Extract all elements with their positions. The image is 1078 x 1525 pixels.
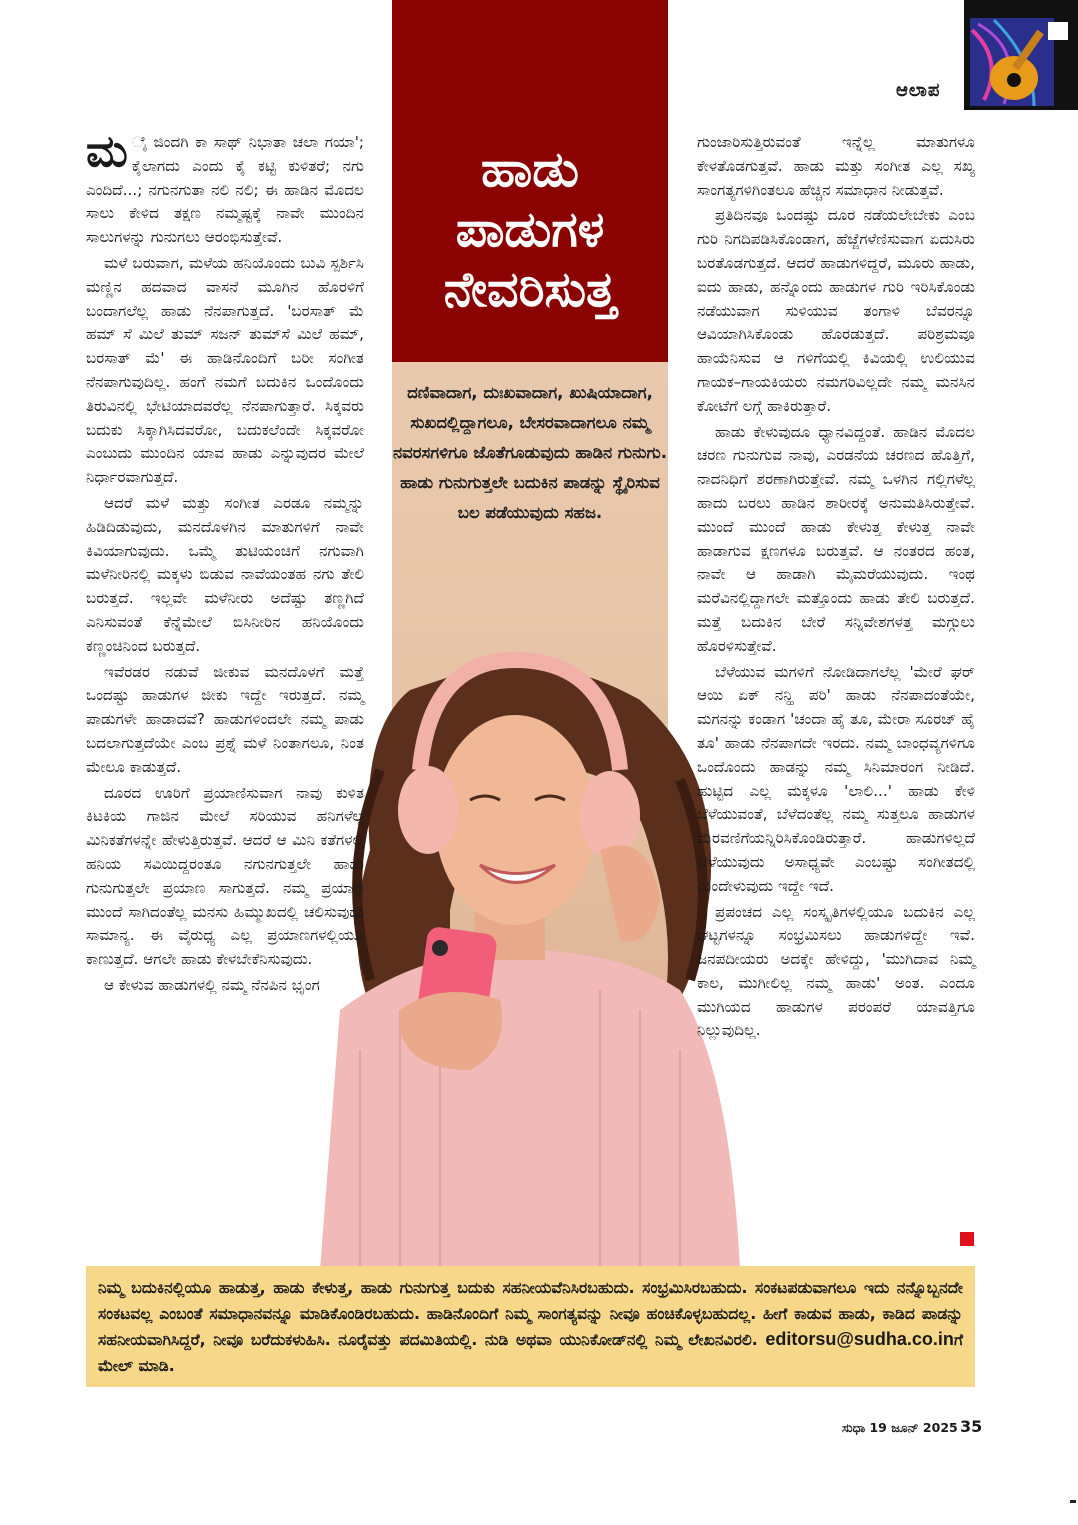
folio: ಸುಧಾ 19 ಜೂನ್ 2025 bbox=[842, 1420, 958, 1435]
email-link[interactable]: editorsu@sudha.co.in bbox=[765, 1329, 954, 1349]
title-line: ಹಾಡು bbox=[480, 141, 580, 198]
crop-mark bbox=[1070, 1500, 1076, 1503]
right-column bbox=[697, 131, 975, 1045]
paragraph: ಪ್ರತಿದಿನವೂ ಒಂದಷ್ಟು ದೂರ ನಡೆಯಲೇಬೇಕು ಎಂಬ ಗುರಿ ನಿಗದಿಪಡಿಸಿಕೊಂಡಾಗ, ಹೆಜ್ಜೆಗಳೆಣಿಸುವಾಗ ಏದುಸಿರು ಬರತೊಡಗುತ್ತದೆ. ಆದರೆ ಹಾಡುಗಳಿದ್ದರೆ, ಮೂರು ಹಾಡು, ಐದು ಹಾಡು, ಹನ್ನೊಂದು ಹಾಡುಗಳ ಗುರಿ ಇರಿಸಿಕೊಂಡು ನಡೆಯುವಾಗ ಸುಳಿಯುವ ತಂಗಾಳಿ ಬೆವರನ್ನೂ ಆವಿಯಾಗಿಸಿಕೊಂಡು ಹೊರಡುತ್ತದೆ. ಪರಿಶ್ರಮವೂ ಹಾಯೆನಿಸುವ ಆ ಗಳಿಗೆಯಲ್ಲಿ ಕಿವಿಯಲ್ಲಿ ಉಲಿಯುವ ಗಾಯಕ–ಗಾಯಕಿಯರು ನಮಗರಿವಿಲ್ಲದೇ ನಮ್ಮ ಮನಸಿನ ಕೋಟೆಗೆ ಲಗ್ಗೆ ಹಾಕಿರುತ್ತಾರೆ. bbox=[697, 206, 975, 415]
article-title bbox=[392, 140, 668, 320]
section-label: ಆಲಾಪ bbox=[896, 80, 941, 101]
section-logo bbox=[964, 0, 1078, 110]
paragraph: ಗುಂಜಾರಿಸುತ್ತಿರುವಂತೆ ಇನ್ನೆಲ್ಲ ಮಾತುಗಳೂ ಕೇಳತೊಡಗುತ್ತವೆ. ಹಾಡು ಮತ್ತು ಸಂಗೀತ ಎಲ್ಲ ಸಖ್ಯ ಸಾಂಗತ್ಯಗಳಿಗಿಂತಲೂ ಹೆಚ್ಚಿನ ಸಮಾಧಾನ ನೀಡುತ್ತವೆ. bbox=[697, 133, 975, 199]
dropcap: ಮ bbox=[86, 126, 128, 177]
paragraph bbox=[86, 126, 364, 250]
contribution-body: ನಿಮ್ಮ ಬದುಕಿನಲ್ಲಿಯೂ ಹಾಡುತ್ತ, ಹಾಡು ಕೇಳುತ್ತ, ಹಾಡು ಗುನುಗುತ್ತ ಬದುಕು ಸಹನೀಯವೆನಿಸಿರಬಹುದು. ಸಂಭ್ರಮಿಸಿರಬಹುದು. ಸಂಕಟಪಡುವಾಗಲೂ ಇದು ನನ್ನೊಬ್ಬನದೇ ಸಂಕಟವಲ್ಲ ಎಂಬಂತೆ ಸಮಾಧಾನವನ್ನೂ ಮಾಡಿಕೊಂಡಿರಬಹುದು. ಹಾಡಿನೊಂದಿಗೆ ನಿಮ್ಮ ಸಾಂಗತ್ಯವನ್ನು ನೀವೂ ಹಂಚಿಕೊಳ್ಳಬಹುದಲ್ಲ. ಹೀಗೆ ಕಾಡುವ ಹಾಡು, ಕಾಡಿದ ಪಾಡನ್ನು ಸಹನೀಯವಾಗಿಸಿದ್ದರೆ, ನೀವೂ ಬರೆದುಕಳುಹಿಸಿ. ನೂರೈವತ್ತು ಪದಮಿತಿಯಲ್ಲಿ. ನುಡಿ ಅಥವಾ ಯುನಿಕೋಡ್‌ನಲ್ಲಿ ನಿಮ್ಮ ಲೇಖನವಿರಲಿ. bbox=[98, 1279, 963, 1349]
paragraph: ಬೆಳೆಯುವ ಮಗಳಿಗೆ ನೋಡಿದಾಗಲೆಲ್ಲ 'ಮೇರೆ ಘರ್ ಆಯಿ ಏಕ್ ನನ್ಹಿ ಪರಿ' ಹಾಡು ನೆನಪಾದಂತೆಯೇ, ಮಗನನ್ನು ಕಂಡಾಗ 'ಚಂದಾ ಹೈ ತೂ, ಮೇರಾ ಸೂರಜ್ ಹೈ ತೂ' ಹಾಡು ನೆನಪಾಗದೇ ಇರದು. ನಮ್ಮ ಬಾಂಧವ್ಯಗಳಿಗೂ ಒಂದೊಂದು ಹಾಡನ್ನು ನಮ್ಮ ಸಿನಿಮಾರಂಗ ನೀಡಿದೆ. ಹುಟ್ಟಿದ ಎಲ್ಲ ಮಕ್ಕಳೂ 'ಲಾಲಿ...' ಹಾಡು ಕೇಳಿ ಬೆಳೆಯುವಂತೆ, ಬೆಳೆದಂತೆಲ್ಲ ನಮ್ಮ ಸುತ್ತಲೂ ಹಾಡುಗಳ ಮೆರವಣಿಗೆಯನ್ನಿರಿಸಿಕೊಂಡಿರುತ್ತಾರೆ. ಹಾಡುಗಳಿಲ್ಲದೆ ಬೆಳೆಯುವುದು ಅಸಾಧ್ಯವೇ ಎಂಬಷ್ಟು ಸಂಗೀತದಲ್ಲಿ ಮಿಂದೇಳುವುದು ಇದ್ದೇ ಇದೆ. bbox=[697, 662, 975, 895]
title-line: ನೇವರಿಸುತ್ತ bbox=[443, 261, 617, 318]
paragraph-text: ೈ ಜಿಂದಗಿ ಕಾ ಸಾಥ್ ನಿಭಾತಾ ಚಲಾ ಗಯಾ'; ಕೈಲಾಗದು ಎಂದು ಕೈ ಕಟ್ಟಿ ಕುಳಿತರೆ; ನಗು ಎಂದಿದೆ...; ನಗುನಗುತಾ ನಲಿ ನಲಿ; ಈ ಹಾಡಿನ ಮೊದಲ ಸಾಲು ಕೇಳಿದ ತಕ್ಷಣ ನಮ್ಮಷ್ಟಕ್ಕೆ ನಾವೇ ಮುಂದಿನ ಸಾಲುಗಳನ್ನು ಗುನುಗಲು ಆರಂಭಿಸುತ್ತೇವೆ. bbox=[86, 133, 364, 247]
standfirst: ದಣಿವಾದಾಗ, ದುಃಖವಾದಾಗ, ಖುಷಿಯಾದಾಗ, ಸುಖದಲ್ಲಿದ್ದಾಗಲೂ, ಬೇಸರವಾದಾಗಲೂ ನಮ್ಮ ನವರಸಗಳಿಗೂ ಜೊತೆಗೂಡುವುದು ಹಾಡಿನ ಗುನುಗು. ಹಾಡು ಗುನುಗುತ್ತಲೇ ಬದುಕಿನ ಪಾಡನ್ನು ಸ್ಥೈರಿಸುವ ಬಲ ಪಡೆಯುವುದು ಸಹಜ. bbox=[393, 383, 667, 522]
left-column bbox=[86, 126, 364, 1000]
title-block bbox=[392, 0, 668, 362]
email-suffix: ಗೆ ಮೇಲ್ ಮಾಡಿ. bbox=[98, 1331, 963, 1375]
woman-with-headphones-photo bbox=[300, 650, 740, 1270]
paragraph: ಇವೆರಡರ ನಡುವೆ ಜೀಕುವ ಮನದೊಳಗೆ ಮತ್ತೆ ಒಂದಷ್ಟು ಹಾಡುಗಳ ಜೀಕು ಇದ್ದೇ ಇರುತ್ತದೆ. ನಮ್ಮ ಪಾಡುಗಳೇ ಹಾಡಾದವೆ? ಹಾಡುಗಳಿಂದಲೇ ನಮ್ಮ ಪಾಡು ಬದಲಾಗುತ್ತದೆಯೇ ಎಂಬ ಪ್ರಶ್ನೆ ಮಳೆ ನಿಂತಾಗಲೂ, ನಿಂತ ಮೇಲೂ ಕಾಡುತ್ತದೆ. bbox=[86, 662, 364, 776]
contribution-box bbox=[86, 1266, 975, 1387]
paragraph: ದೂರದ ಊರಿಗೆ ಪ್ರಯಾಣಿಸುವಾಗ ನಾವು ಕುಳಿತ ಕಿಟಕಿಯ ಗಾಜಿನ ಮೇಲೆ ಸರಿಯುವ ಹನಿಗಳೆಲ್ಲ ಮಿನಿಕತೆಗಳನ್ನೇ ಹೇಳುತ್ತಿರುತ್ತವೆ. ಆದರೆ ಆ ಮಿನಿ ಕತೆಗಳಲ್ಲಿ ಹನಿಯ ಸವಿಯಿದ್ದರಂತೂ ನಗುನಗುತ್ತಲೇ ಹಾಡು ಗುನುಗುತ್ತಲೇ ಪ್ರಯಾಣ ಸಾಗುತ್ತದೆ. ನಮ್ಮ ಪ್ರಯಾಣ ಮುಂದೆ ಸಾಗಿದಂತೆಲ್ಲ ಮನಸು ಹಿಮ್ಮುಖದಲ್ಲಿ ಚಲಿಸುವುದು ಸಾಮಾನ್ಯ. ಈ ವೈರುಧ್ಯ ಎಲ್ಲ ಪ್ರಯಾಣಗಳಲ್ಲಿಯೂ ಕಾಣುತ್ತದೆ. ಆಗಲೇ ಹಾಡು ಕೇಳಬೇಕೆನಿಸುವುದು. bbox=[86, 783, 364, 969]
contribution-text bbox=[98, 1276, 963, 1379]
paragraph: ಆ ಕೇಳುವ ಹಾಡುಗಳಲ್ಲಿ ನಮ್ಮ ನೆನಪಿನ ಭೃಂಗ bbox=[104, 975, 320, 994]
title-line: ಪಾಡುಗಳ bbox=[455, 201, 605, 258]
paragraph: ಆದರೆ ಮಳೆ ಮತ್ತು ಸಂಗೀತ ಎರಡೂ ನಮ್ಮನ್ನು ಹಿಡಿದಿಡುವುದು, ಮನದೊಳಗಿನ ಮಾತುಗಳಿಗೆ ನಾವೇ ಕಿವಿಯಾಗುವುದು. ಒಮ್ಮೆ ತುಟಿಯಂಚಿಗೆ ನಗುವಾಗಿ ಮಳೆನೀರಿನಲ್ಲಿ ಮಕ್ಕಳು ಬಿಡುವ ನಾವೆಯಂತಹ ನಗು ತೇಲಿ ಬರುತ್ತದೆ. ಇಲ್ಲವೇ ಮಳೆನೀರು ಅದೆಷ್ಟು ತಣ್ಣಗಿದೆ ಎನಿಸುವಂತೆ ಕೆನ್ನೆಮೇಲೆ ಬಿಸಿನೀರಿನ ಹನಿಯೊಂದು ಕಣ್ಣಂಚಿನಿಂದ ಬರುತ್ತದೆ. bbox=[86, 493, 364, 655]
paragraph: ಹಾಡು ಕೇಳುವುದೂ ಧ್ಯಾನವಿದ್ದಂತೆ. ಹಾಡಿನ ಮೊದಲ ಚರಣ ಗುನುಗುವ ನಾವು, ಎರಡನೆಯ ಚರಣದ ಹೊತ್ತಿಗೆ, ನಾದನಿಧಿಗೆ ಶರಣಾಗಿರುತ್ತೇವೆ. ನಮ್ಮ ಒಳಗಿನ ಗಲ್ಲಿಗಳೆಲ್ಲ ಹಾದು ಬರಲು ಹಾಡಿನ ಶಾರೀರಕ್ಕೆ ಅನುಮತಿಸಿರುತ್ತೇವೆ. ಮುಂದೆ ಮುಂದೆ ಹಾಡು ಕೇಳುತ್ತ ಕೇಳುತ್ತ ನಾವೇ ಹಾಡಾಗುವ ಕ್ಷಣಗಳೂ ಬರುತ್ತವೆ. ಆ ನಂತರದ ಹಂತ, ನಾವೇ ಆ ಹಾಡಾಗಿ ಮೈಮರೆಯುವುದು. ಇಂಥ ಮರೆವಿನಲ್ಲಿದ್ದಾಗಲೇ ಮತ್ತೊಂದು ಹಾಡು ತೇಲಿ ಬರುತ್ತದೆ. ಮತ್ತೆ ಬದುಕಿನ ಬೇರೆ ಸನ್ನಿವೇಶಗಳತ್ತ ಮಗ್ಗುಲು ಹೊರಳಿಸುತ್ತೇವೆ. bbox=[697, 422, 975, 655]
paragraph: ಮಳೆ ಬರುವಾಗ, ಮಳೆಯ ಹನಿಯೊಂದು ಬುವಿ ಸ್ಪರ್ಶಿಸಿ ಮಣ್ಣಿನ ಹದವಾದ ವಾಸನೆ ಮೂಗಿನ ಹೊರಳಿಗೆ ಬಂದಾಗಲೆಲ್ಲ ಹಾಡು ನೆನಪಾಗುತ್ತದೆ. 'ಬರಸಾತ್ ಮೆ ಹಮ್ ಸೆ ಮಿಲೆ ತುಮ್ ಸಜನ್ ತುಮ್‌ಸೆ ಮಿಲೆ ಹಮ್, ಬರಸಾತ್ ಮೆ' ಈ ಹಾಡಿನೊಂದಿಗೆ ಬರೀ ಸಂಗೀತ ನೆನಪಾಗುವುದಿಲ್ಲ. ಹಂಗೆ ನಮಗೆ ಬದುಕಿನ ಒಂದೊಂದು ತಿರುವಿನಲ್ಲಿ ಭೇಟಿಯಾದವರೆಲ್ಲ ನೆನಪಾಗುತ್ತಾರೆ. ಸಿಕ್ಕವರು ಬದುಕು ಸಿಕ್ಕಾಗಿಸಿದವರೋ, ಬದುಕಲೆಂದೇ ಸಿಕ್ಕವರೋ ಎಂಬುದು ಮುಂದಿನ ಯಾವ ಹಾಡು ಎನ್ನುವುದರ ಮೇಲೆ ನಿರ್ಧಾರವಾಗುತ್ತದೆ. bbox=[86, 253, 364, 487]
paragraph: ಪ್ರಪಂಚದ ಎಲ್ಲ ಸಂಸ್ಕೃತಿಗಳಲ್ಲಿಯೂ ಬದುಕಿನ ಎಲ್ಲ ಘಟ್ಟಗಳನ್ನೂ ಸಂಭ್ರಮಿಸಲು ಹಾಡುಗಳಿದ್ದೇ ಇವೆ. ಜನಪದೀಯರು ಅದಕ್ಕೇ ಹೇಳಿದ್ದು, 'ಮುಗಿದಾವ ನಿಮ್ಮ ಕಾಲ, ಮುಗೀಲಿಲ್ಲ ನಮ್ಮ ಹಾಡು' ಅಂತ. ಎಂದೂ ಮುಗಿಯದ ಹಾಡುಗಳ ಪರಂಪರೆ ಯಾವತ್ತಿಗೂ ನಿಲ್ಲುವುದಿಲ್ಲ. bbox=[697, 902, 975, 1040]
page-number: 35 bbox=[960, 1417, 983, 1436]
guitar-logo-icon bbox=[964, 0, 1078, 110]
end-of-article-marker bbox=[960, 1232, 974, 1246]
